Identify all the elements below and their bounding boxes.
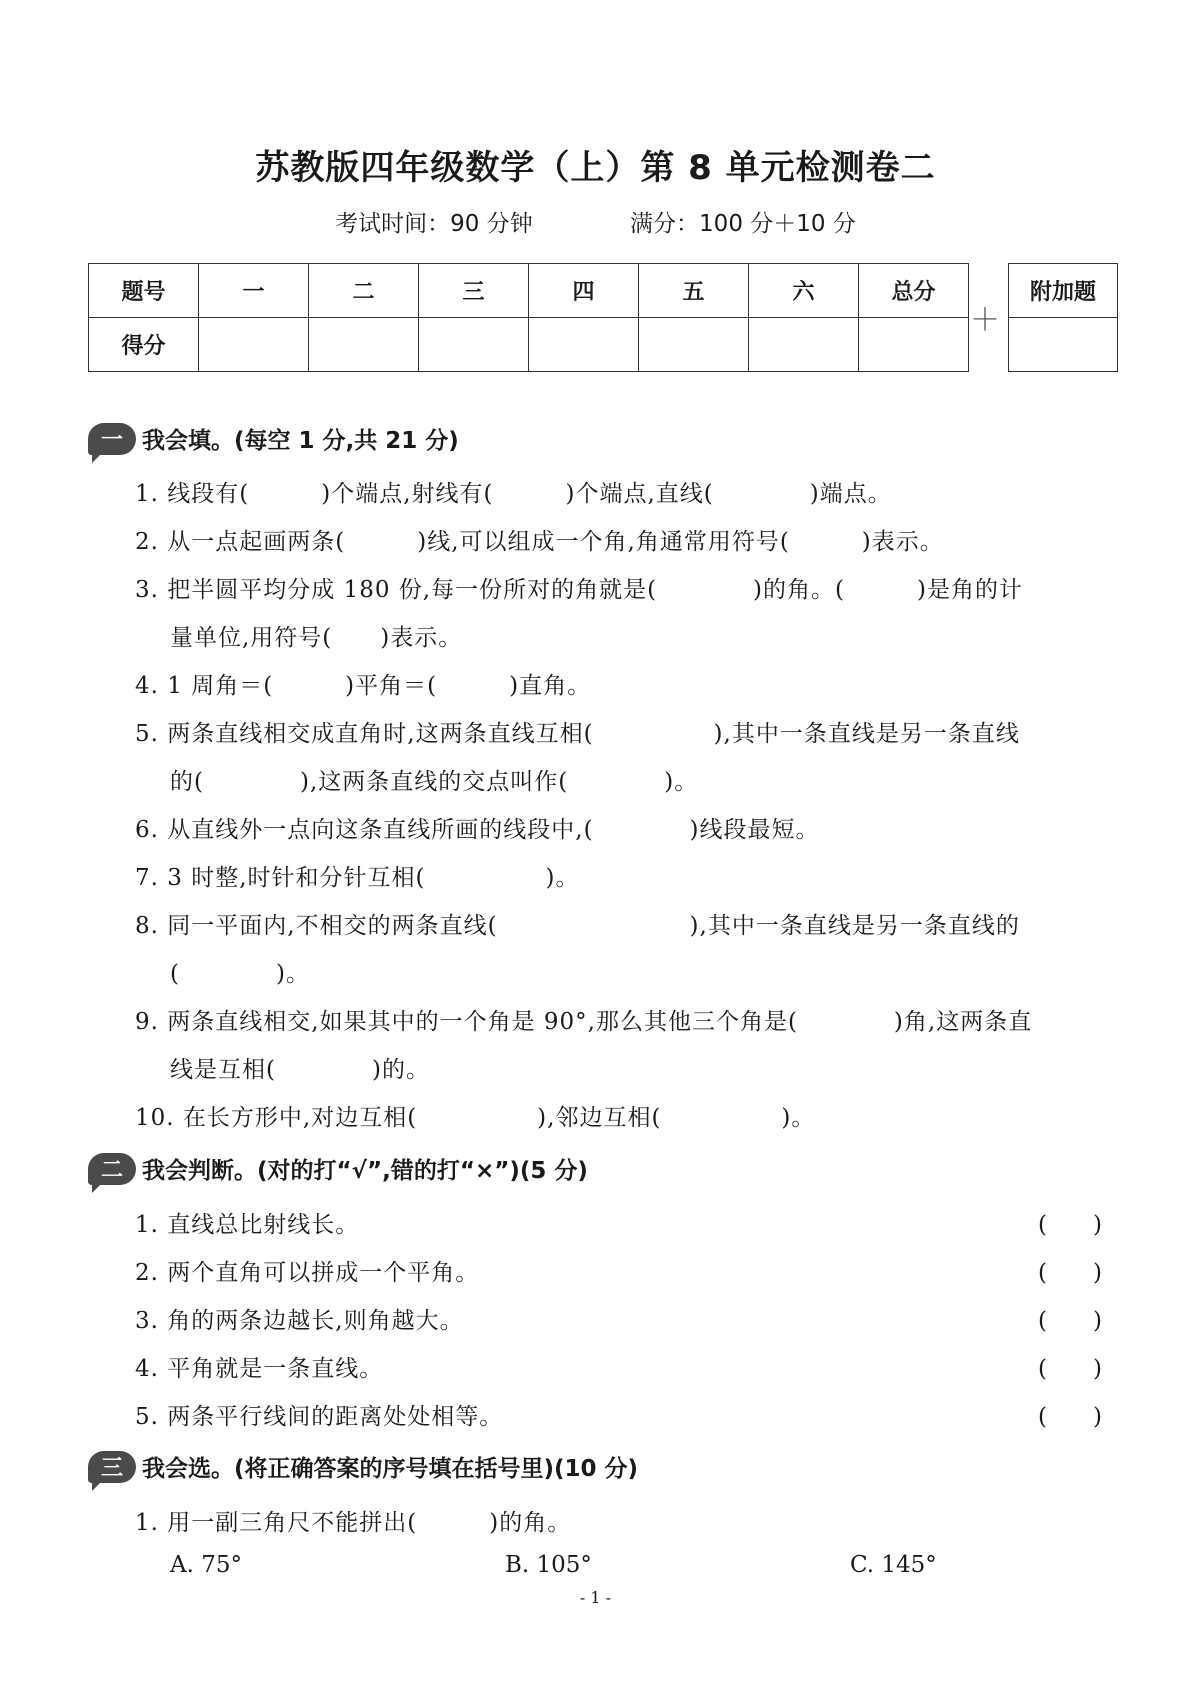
page-number: - 1 - [579,1588,612,1607]
judge-answer-5[interactable]: ( ) [1038,1404,1102,1430]
choice-question-1: 1. 用一副三角尺不能拼出( )的角。 [135,1510,572,1536]
exam-info [0,205,1191,238]
judge-question-2: 2. 两个直角可以拼成一个平角。 [135,1260,480,1286]
choice-option-a[interactable]: A. 75° [170,1552,242,1578]
extra-score-cell[interactable] [1009,318,1118,372]
score-col-1: 一 [199,264,309,318]
section-3-header [88,1450,638,1483]
score-col-6: 六 [749,264,859,318]
fill-question-3: 3. 把半圆平均分成 180 份,每一份所对的角就是( )的角。( )是角的计 [135,577,1023,603]
score-col-total: 总分 [859,264,969,318]
score-col-5: 五 [639,264,749,318]
score-table [88,263,969,372]
section-2-header [88,1152,588,1185]
section-2-title: 我会判断。(对的打“√”,错的打“×”)(5 分) [142,1158,588,1184]
score-cell[interactable] [749,318,859,372]
section-1-header [88,422,459,455]
fill-question-9: 9. 两条直线相交,如果其中的一个角是 90°,那么其他三个角是( )角,这两条直 [135,1009,1033,1035]
choice-option-b[interactable]: B. 105° [505,1552,592,1578]
score-cell-total[interactable] [859,318,969,372]
choice-option-c[interactable]: C. 145° [850,1552,937,1578]
fill-question-8: 8. 同一平面内,不相交的两条直线( ),其中一条直线是另一条直线的 [135,913,1020,939]
score-cell[interactable] [639,318,749,372]
judge-question-1: 1. 直线总比射线长。 [135,1212,360,1238]
score-cell[interactable] [199,318,309,372]
extra-question-label: 附加题 [1009,264,1118,318]
section-3-badge: 三 [88,1451,136,1483]
judge-question-4: 4. 平角就是一条直线。 [135,1356,384,1382]
fill-question-1: 1. 线段有( )个端点,射线有( )个端点,直线( )端点。 [135,481,892,507]
score-table-score-row [89,318,969,372]
fill-question-10: 10. 在长方形中,对边互相( ),邻边互相( )。 [135,1105,816,1131]
score-cell[interactable] [529,318,639,372]
fill-question-5: 5. 两条直线相交成直角时,这两条直线互相( ),其中一条直线是另一条直线 [135,721,1020,747]
section-2-badge: 二 [88,1153,136,1185]
judge-answer-1[interactable]: ( ) [1038,1212,1102,1238]
score-cell[interactable] [309,318,419,372]
score-col-4: 四 [529,264,639,318]
fill-question-9-cont: 线是互相( )的。 [170,1057,430,1083]
score-row-label: 得分 [89,318,199,372]
extra-score-table [1008,263,1118,372]
judge-answer-4[interactable]: ( ) [1038,1356,1102,1382]
score-col-2: 二 [309,264,419,318]
plus-sign: ＋ [970,303,1000,338]
score-cell[interactable] [419,318,529,372]
exam-time: 考试时间：90 分钟 [335,211,533,237]
page-title: 苏教版四年级数学（上）第 8 单元检测卷二 [255,148,936,188]
fill-question-5-cont: 的( ),这两条直线的交点叫作( )。 [170,769,699,795]
fill-question-2: 2. 从一点起画两条( )线,可以组成一个角,角通常用符号( )表示。 [135,529,944,555]
fill-question-3-cont: 量单位,用符号( )表示。 [170,625,463,651]
judge-answer-3[interactable]: ( ) [1038,1308,1102,1334]
judge-answer-2[interactable]: ( ) [1038,1260,1102,1286]
fill-question-7: 7. 3 时整,时针和分针互相( )。 [135,865,580,891]
fill-question-6: 6. 从直线外一点向这条直线所画的线段中,( )线段最短。 [135,817,820,843]
section-1-badge: 一 [88,423,136,455]
score-col-3: 三 [419,264,529,318]
section-3-title: 我会选。(将正确答案的序号填在括号里)(10 分) [142,1456,639,1482]
judge-question-3: 3. 角的两条边越长,则角越大。 [135,1308,464,1334]
score-col-label: 题号 [89,264,199,318]
fill-question-8-cont: ( )。 [170,961,310,987]
judge-question-5: 5. 两条平行线间的距离处处相等。 [135,1404,504,1430]
full-score: 满分：100 分＋10 分 [630,211,856,237]
section-1-title: 我会填。(每空 1 分,共 21 分) [142,428,459,454]
score-table-header-row [89,264,969,318]
fill-question-4: 4. 1 周角＝( )平角＝( )直角。 [135,673,592,699]
